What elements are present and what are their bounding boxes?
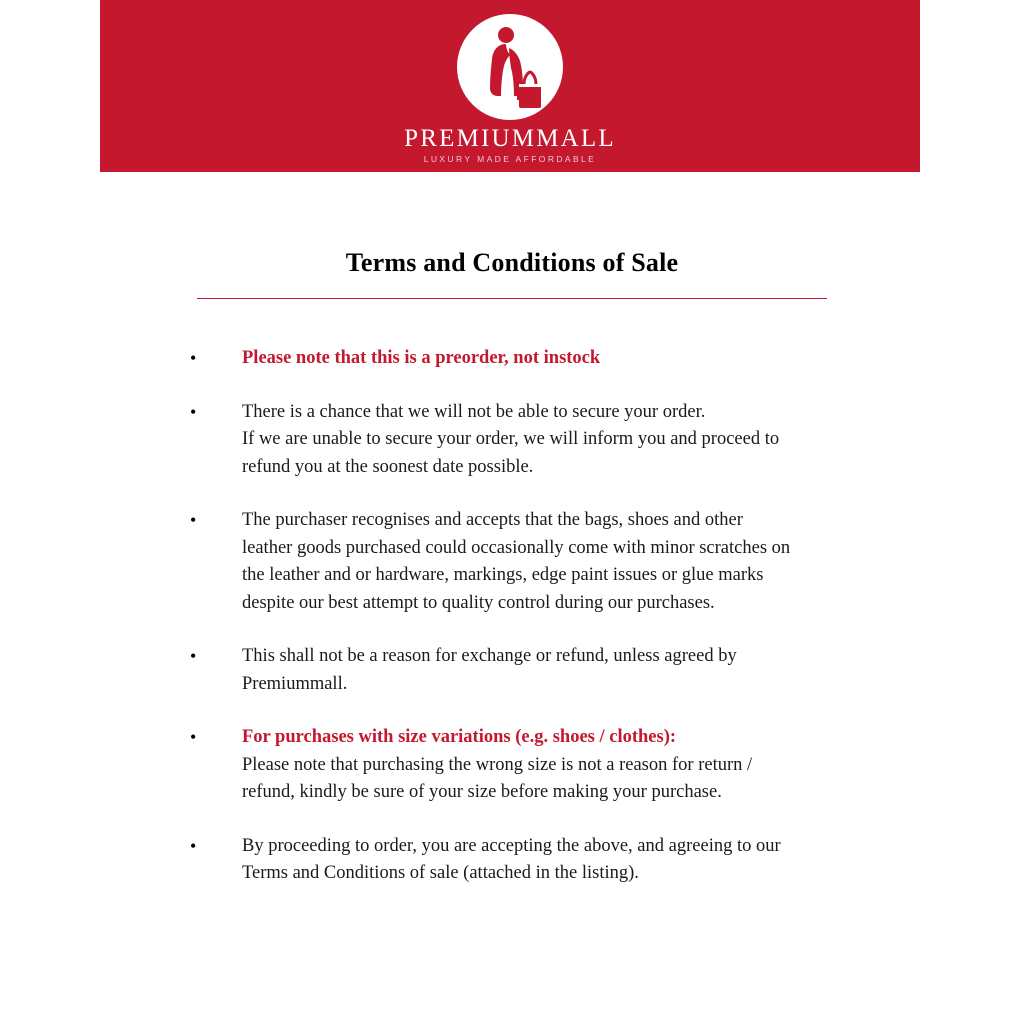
list-item-line: By proceeding to order, you are accepting the above, and agreeing to our	[242, 835, 781, 856]
list-item-line: There is a chance that we will not be able to secure your order.	[242, 401, 706, 422]
list-item-line: Premiummall.	[242, 673, 348, 694]
list-item-line: For purchases with size variations (e.g. shoes / clothes):	[242, 727, 677, 747]
list-item-text	[242, 399, 850, 482]
bullet-marker: •	[190, 348, 197, 368]
list-item	[190, 507, 850, 617]
brand-name: PREMIUMMALL	[404, 125, 616, 152]
woman-with-handbag-logo-icon	[457, 14, 563, 120]
list-item-text	[242, 833, 850, 888]
list-item-line: despite our best attempt to quality control during our purchases.	[242, 592, 715, 613]
bullet-marker: •	[190, 646, 197, 666]
bullet-marker: •	[190, 401, 197, 422]
list-item-line: Please note that purchasing the wrong size is not a reason for return /	[242, 754, 753, 775]
bullet-marker: •	[190, 510, 197, 530]
list-item-text	[242, 643, 850, 698]
list-item-text	[242, 724, 850, 807]
list-item-line: If we are unable to secure your order, we will inform you and proceed to	[242, 429, 780, 449]
list-item-text	[242, 507, 850, 617]
list-item	[190, 345, 850, 373]
list-item	[190, 833, 850, 888]
list-item	[190, 724, 850, 807]
list-item	[190, 399, 850, 482]
brand-logo-block	[100, 14, 920, 164]
list-item-line: refund, kindly be sure of your size before making your purchase.	[242, 782, 722, 802]
terms-list	[190, 345, 850, 914]
list-item-text	[242, 345, 850, 373]
list-item-line: This shall not be a reason for exchange or refund, unless agreed by	[242, 646, 737, 666]
list-item-line: leather goods purchased could occasionally come with minor scratches on	[242, 537, 791, 558]
list-item	[190, 643, 850, 698]
header-banner	[100, 0, 920, 172]
brand-tagline: LUXURY MADE AFFORDABLE	[423, 154, 597, 164]
list-item-line: Please note that this is a preorder, not instock	[242, 348, 601, 368]
title-divider	[197, 298, 827, 299]
page-title: Terms and Conditions of Sale	[345, 248, 679, 277]
list-item-line: the leather and or hardware, markings, edge paint issues or glue marks	[242, 565, 764, 585]
list-item-line: refund you at the soonest date possible.	[242, 456, 534, 477]
list-item-line: The purchaser recognises and accepts that the bags, shoes and other	[242, 510, 743, 530]
list-item-line: Terms and Conditions of sale (attached in the listing).	[242, 863, 639, 883]
bullet-marker: •	[190, 727, 197, 747]
bullet-marker: •	[190, 835, 197, 856]
